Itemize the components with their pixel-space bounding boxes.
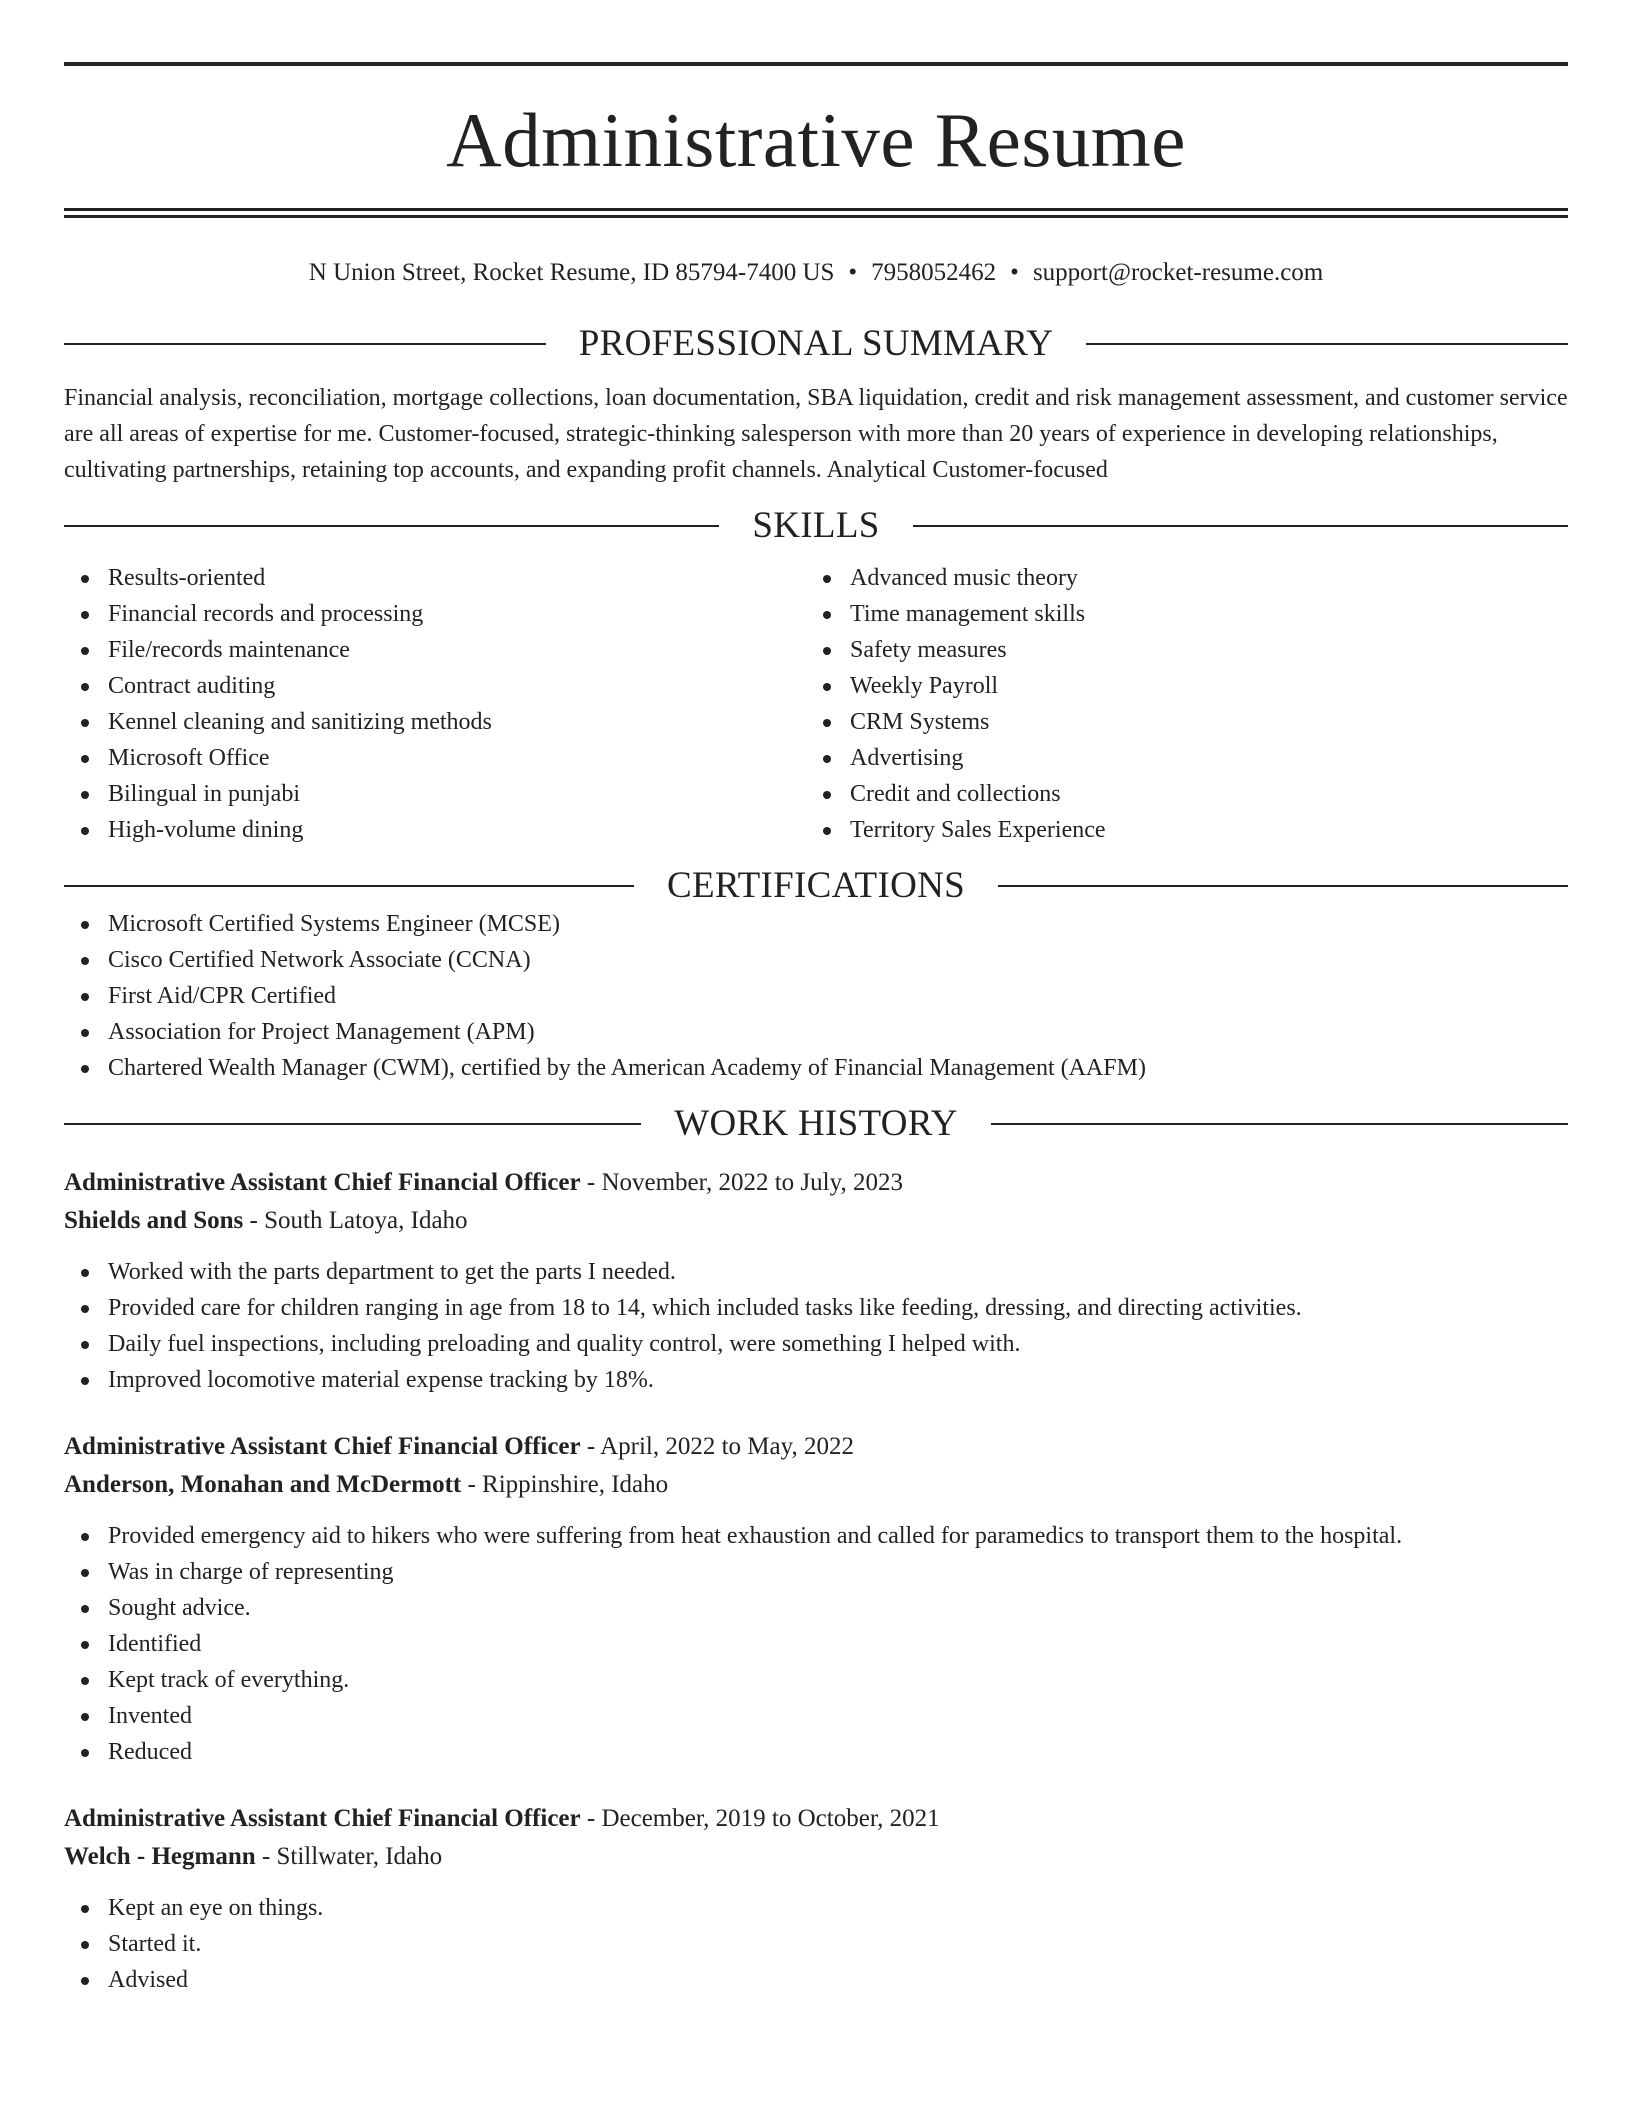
skills-heading xyxy=(64,506,1568,546)
certification-item: Microsoft Certified Systems Engineer (MCSE) xyxy=(64,906,1568,942)
heading-rule xyxy=(998,885,1568,887)
contact-email: support@rocket-resume.com xyxy=(1032,259,1324,286)
job-duties-list xyxy=(64,1890,1568,1998)
contact-phone: 7958052462 xyxy=(871,259,997,286)
job-title-line xyxy=(64,1800,1568,1838)
job-dates: - April, 2022 to May, 2022 xyxy=(580,1433,855,1460)
certifications-list xyxy=(64,906,1568,1086)
certification-item: Association for Project Management (APM) xyxy=(64,1014,1568,1050)
job-company: Welch - Hegmann xyxy=(64,1843,256,1870)
contact-separator: • xyxy=(1010,259,1019,286)
certification-item: First Aid/CPR Certified xyxy=(64,978,1568,1014)
skill-item: Time management skills xyxy=(806,596,1548,632)
skill-item: Microsoft Office xyxy=(64,740,806,776)
certification-item: Cisco Certified Network Associate (CCNA) xyxy=(64,942,1568,978)
job-duty-item: Kept track of everything. xyxy=(64,1662,1568,1698)
contact-separator: • xyxy=(848,259,858,286)
heading-rule xyxy=(991,1123,1568,1125)
job-entry xyxy=(64,1800,1568,1998)
job-duties-list xyxy=(64,1254,1568,1398)
skills-column-left xyxy=(64,560,806,848)
work-history-list xyxy=(64,1164,1568,1998)
skill-item: CRM Systems xyxy=(806,704,1548,740)
skill-item: High-volume dining xyxy=(64,812,806,848)
heading-rule xyxy=(64,525,719,527)
job-company: Anderson, Monahan and McDermott xyxy=(64,1471,462,1498)
certification-item: Chartered Wealth Manager (CWM), certified by the American Academy of Financial Management (AAFM) xyxy=(64,1050,1568,1086)
certifications-heading-label: CERTIFICATIONS xyxy=(667,865,965,906)
skill-item: Advanced music theory xyxy=(806,560,1548,596)
skill-item: Advertising xyxy=(806,740,1548,776)
job-duty-item: Started it. xyxy=(64,1926,1568,1962)
job-location: - Stillwater, Idaho xyxy=(255,1843,443,1870)
skill-item: Credit and collections xyxy=(806,776,1548,812)
job-company-line xyxy=(64,1838,1568,1876)
summary-heading-label: PROFESSIONAL SUMMARY xyxy=(578,323,1054,364)
summary-heading xyxy=(64,324,1568,364)
skills-column-right xyxy=(806,560,1548,848)
job-title: Administrative Assistant Chief Financial Officer xyxy=(64,1433,581,1460)
job-duty-item: Provided care for children ranging in age from 18 to 14, which included tasks like feeding, dressing, and directing activities. xyxy=(64,1290,1568,1326)
job-title-line xyxy=(64,1164,1568,1202)
job-duty-item: Sought advice. xyxy=(64,1590,1568,1626)
skill-item: Weekly Payroll xyxy=(806,668,1548,704)
job-entry xyxy=(64,1428,1568,1770)
resume-title: Administrative Resume xyxy=(446,97,1186,183)
job-company-line xyxy=(64,1466,1568,1504)
job-title: Administrative Assistant Chief Financial Officer xyxy=(64,1805,581,1832)
heading-rule xyxy=(64,885,634,887)
job-company-line xyxy=(64,1202,1568,1240)
job-duties-list xyxy=(64,1518,1568,1770)
skill-item: Kennel cleaning and sanitizing methods xyxy=(64,704,806,740)
top-rule xyxy=(64,62,1568,66)
certifications-heading xyxy=(64,866,1568,906)
job-location: - Rippinshire, Idaho xyxy=(461,1471,669,1498)
job-duty-item: Was in charge of representing xyxy=(64,1554,1568,1590)
work-history-heading xyxy=(64,1104,1568,1144)
contact-address: N Union Street, Rocket Resume, ID 85794-7400 US xyxy=(308,259,835,286)
skill-item: Contract auditing xyxy=(64,668,806,704)
skill-item: Bilingual in punjabi xyxy=(64,776,806,812)
job-duty-item: Invented xyxy=(64,1698,1568,1734)
job-company: Shields and Sons xyxy=(64,1207,244,1234)
heading-rule xyxy=(64,343,546,345)
job-duty-item: Reduced xyxy=(64,1734,1568,1770)
skill-item: Safety measures xyxy=(806,632,1548,668)
work-history-heading-label: WORK HISTORY xyxy=(674,1103,958,1144)
skills-heading-label: SKILLS xyxy=(752,505,880,546)
title-double-rule xyxy=(64,208,1568,218)
job-entry xyxy=(64,1164,1568,1398)
heading-rule xyxy=(913,525,1568,527)
job-duty-item: Daily fuel inspections, including preloading and quality control, were something I helped with. xyxy=(64,1326,1568,1362)
job-title: Administrative Assistant Chief Financial Officer xyxy=(64,1169,581,1196)
summary-text: Financial analysis, reconciliation, mortgage collections, loan documentation, SBA liquidation, credit and risk management assessment, and customer service are all areas of expertise for me. Customer-focused, strategic-thinking salesperson with more than 20 years of experience in developing relationships, cultivating partnerships, retaining top accounts, and expanding profit channels. Analytical Customer-focused xyxy=(64,385,1568,483)
job-duty-item: Advised xyxy=(64,1962,1568,1998)
job-duty-item: Identified xyxy=(64,1626,1568,1662)
job-duty-item: Provided emergency aid to hikers who were suffering from heat exhaustion and called for paramedics to transport them to the hospital. xyxy=(64,1518,1568,1554)
job-dates: - December, 2019 to October, 2021 xyxy=(580,1805,940,1832)
skills-list xyxy=(64,560,1568,848)
job-duty-item: Worked with the parts department to get the parts I needed. xyxy=(64,1254,1568,1290)
job-title-line xyxy=(64,1428,1568,1466)
heading-rule xyxy=(64,1123,641,1125)
job-duty-item: Kept an eye on things. xyxy=(64,1890,1568,1926)
skill-item: Results-oriented xyxy=(64,560,806,596)
job-duty-item: Improved locomotive material expense tracking by 18%. xyxy=(64,1362,1568,1398)
job-dates: - November, 2022 to July, 2023 xyxy=(580,1169,903,1196)
skill-item: File/records maintenance xyxy=(64,632,806,668)
job-location: - South Latoya, Idaho xyxy=(243,1207,468,1234)
contact-line xyxy=(64,258,1568,288)
resume-page xyxy=(64,62,1568,1998)
heading-rule xyxy=(1086,343,1568,345)
skill-item: Financial records and processing xyxy=(64,596,806,632)
skill-item: Territory Sales Experience xyxy=(806,812,1548,848)
